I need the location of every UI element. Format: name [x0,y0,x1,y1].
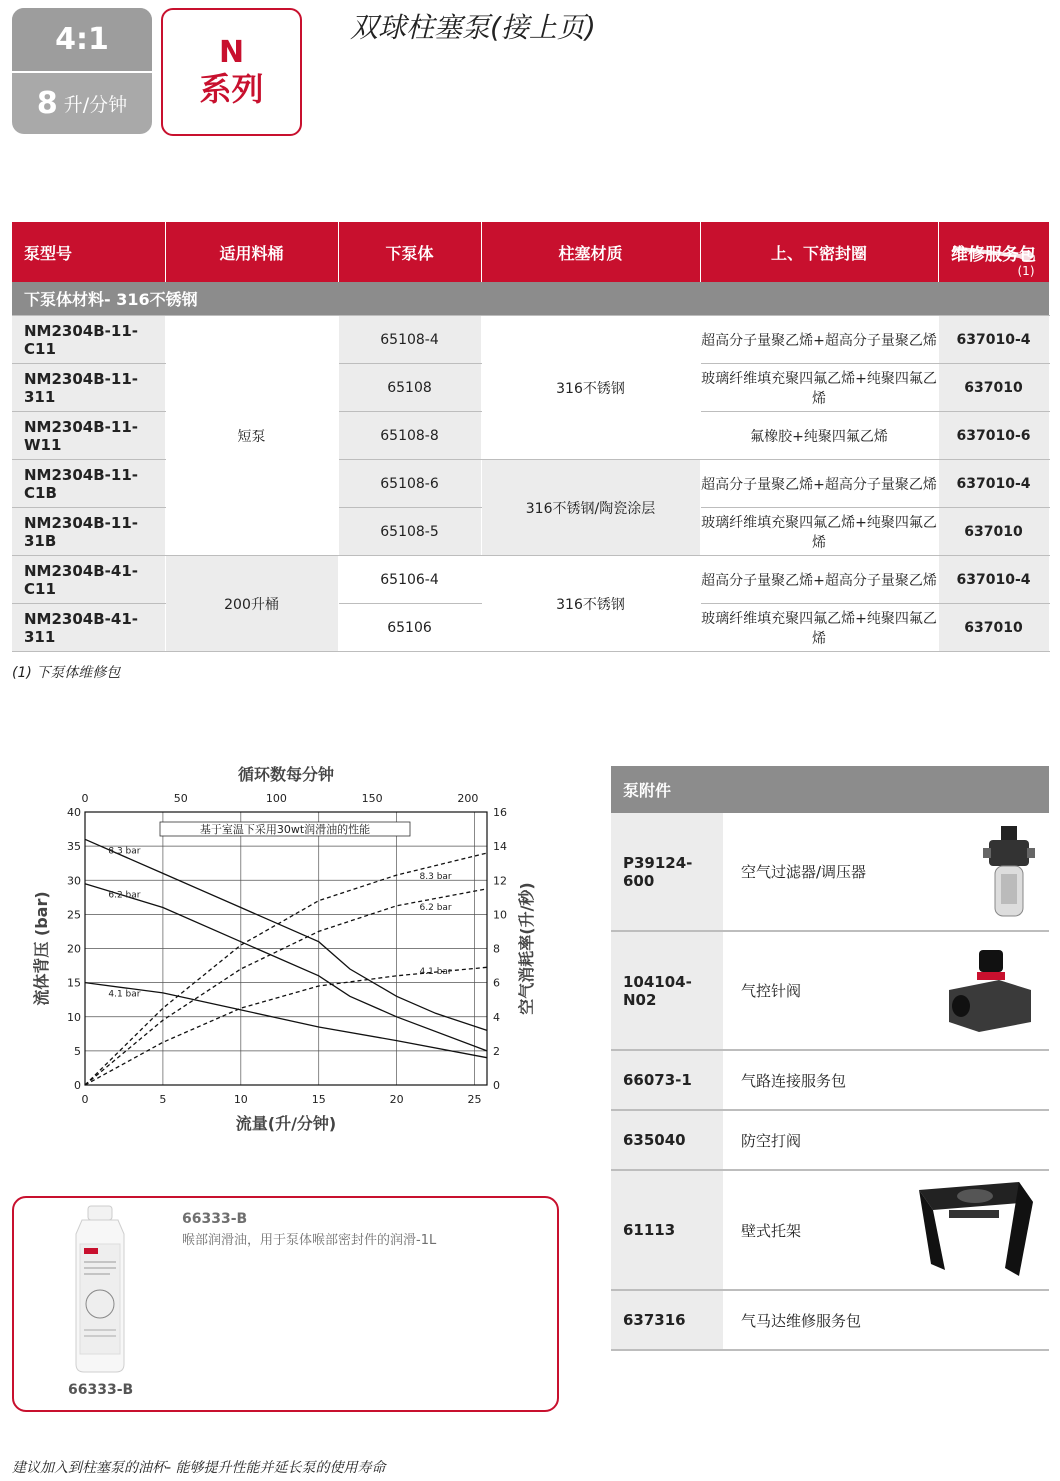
model-cell: NM2304B-11-C11 [12,316,165,364]
model-cell: NM2304B-11-C1B [12,460,165,508]
seals-cell: 玻璃纤维填充聚四氟乙烯+纯聚四氟乙烯 [700,508,938,556]
model-cell: NM2304B-11-W11 [12,412,165,460]
accessory-pn: 66073-1 [611,1051,723,1109]
x-tick-label: 10 [233,1093,248,1106]
series-label: 6.2 bar [108,890,141,901]
accessory-desc-cell [723,813,1049,930]
model-cell: NM2304B-11-31B [12,508,165,556]
service-kit-label: 维修服务包 [951,244,1036,265]
top-tick-label: 100 [265,792,287,805]
accessory-row [611,813,1049,932]
accessory-desc: 气控针阀 [741,982,802,1000]
table-footnote: (1) 下泵体维修包 [12,665,121,681]
y-tick-label: 30 [67,874,81,888]
x-tick-label: 0 [81,1093,89,1106]
filter-regulator-icon [979,822,1039,922]
chart-note: 基于室温下采用30wt润滑油的性能 [199,823,371,836]
lower-cell: 65108 [338,364,481,412]
series-badge [161,8,302,136]
lower-cell: 65108-5 [338,508,481,556]
x-tick-label: 25 [467,1093,482,1106]
accessory-pn: P39124-600 [611,813,723,930]
x-axis-label: 流量(升/分钟) [235,1114,337,1133]
top-tick-label: 200 [457,792,479,805]
accessory-desc: 气马达维修服务包 [741,1311,862,1330]
y-tick-label: 5 [74,1044,81,1058]
lower-cell: 65108-6 [338,460,481,508]
accessory-row [611,1171,1049,1291]
seals-cell: 超高分子量聚乙烯+超高分子量聚乙烯 [700,316,938,364]
chart-title: 循环数每分钟 [237,765,335,784]
col-header-container: 适用料桶 [165,222,338,282]
flow-unit: 升/分钟 [63,94,128,116]
y2-tick-label: 2 [493,1044,500,1058]
y-tick-label: 20 [67,942,81,956]
seals-cell: 玻璃纤维填充聚四氟乙烯+纯聚四氟乙烯 [700,364,938,412]
kit-cell: 637010 [938,508,1049,556]
ratio-badge [12,8,152,134]
container-cell: 短泵 [165,316,338,556]
col-header-service-kit [938,222,1049,282]
y2-tick-label: 4 [493,1010,500,1024]
container-cell: 200升桶 [165,556,338,652]
accessory-row [611,932,1049,1051]
model-cell: NM2304B-41-C11 [12,556,165,604]
accessory-pn: 104104-N02 [611,932,723,1049]
series-label: 系列 [199,70,264,108]
flow-value: 8 [36,86,58,121]
lube-description: 喉部润滑油，用于泵体喉部密封件的润滑-1L [182,1233,437,1248]
accessory-row [611,1291,1049,1351]
lower-cell: 65106 [338,604,481,652]
top-tick-label: 50 [173,792,188,805]
pump-model-table [12,222,1050,652]
col-header-seals: 上、下密封圈 [700,222,938,282]
y-tick-label: 0 [74,1079,81,1092]
kit-cell: 637010 [938,364,1049,412]
y-tick-label: 15 [67,976,81,990]
kit-cell: 637010-4 [938,556,1049,604]
y-tick-label: 25 [67,908,81,922]
col-header-model: 泵型号 [12,222,165,282]
series-label: 8.3 bar [108,846,141,857]
series-label: 4.1 bar [419,966,452,977]
y2-tick-label: 8 [493,942,500,956]
table-row [12,556,1049,604]
series-line [85,983,487,1058]
accessories-table [611,766,1049,1351]
plunger-cell: 316不锈钢 [481,316,700,460]
top-tick-label: 0 [81,792,89,805]
table-row [12,316,1049,364]
lower-cell: 65106-4 [338,556,481,604]
series-label: 4.1 bar [108,989,141,1000]
seals-cell: 超高分子量聚乙烯+超高分子量聚乙烯 [700,556,938,604]
kit-cell: 637010-4 [938,460,1049,508]
y2-tick-label: 12 [493,874,507,888]
accessory-pn: 637316 [611,1291,723,1349]
kit-cell: 637010 [938,604,1049,652]
lower-cell: 65108-4 [338,316,481,364]
col-header-plunger: 柱塞材质 [481,222,700,282]
series-line [85,839,487,1030]
accessory-desc: 防空打阀 [741,1131,802,1150]
series-label: 6.2 bar [419,902,452,913]
x-tick-label: 5 [159,1093,167,1106]
accessory-desc: 壁式托架 [741,1221,802,1240]
y-tick-label: 10 [67,1010,81,1024]
lube-caption: 66333-B [68,1382,134,1398]
y2-tick-label: 6 [493,976,500,990]
top-tick-label: 150 [361,792,383,805]
plunger-cell: 316不锈钢/陶瓷涂层 [481,460,700,556]
series-label: 8.3 bar [419,872,452,883]
accessory-row [611,1111,1049,1171]
performance-chart [20,760,560,1140]
needle-valve-icon [939,946,1039,1036]
flow-rate [12,73,152,134]
y2-tick-label: 0 [493,1079,500,1092]
service-kit-footnote-mark: (1) [1017,264,1035,278]
y-tick-label: 35 [67,840,81,854]
accessories-header: 泵附件 [611,766,1049,813]
accessory-pn: 635040 [611,1111,723,1169]
accessory-desc: 气路连接服务包 [741,1071,847,1090]
seals-cell: 氟橡胶+纯聚四氟乙烯 [700,412,938,460]
y-tick-label: 40 [67,806,81,819]
kit-cell: 637010-6 [938,412,1049,460]
plunger-cell: 316不锈钢 [481,556,700,652]
model-cell: NM2304B-41-311 [12,604,165,652]
y2-tick-label: 16 [493,806,507,819]
model-cell: NM2304B-11-311 [12,364,165,412]
x-tick-label: 15 [311,1093,326,1106]
kit-cell: 637010-4 [938,316,1049,364]
lube-bottle-icon [60,1204,140,1374]
seals-cell: 超高分子量聚乙烯+超高分子量聚乙烯 [700,460,938,508]
lube-part-number: 66333-B [182,1211,248,1227]
lower-cell: 65108-8 [338,412,481,460]
bottom-note: 建议加入到柱塞泵的油杯- 能够提升性能并延长泵的使用寿命 [12,1460,386,1476]
page-title: 双球柱塞泵(接上页) [350,11,596,44]
accessory-desc-cell [723,932,1049,1049]
y2-axis-label: 空气消耗率(升/秒) [517,882,536,1015]
y2-tick-label: 14 [493,840,507,854]
accessory-row [611,1051,1049,1111]
accessory-desc: 空气过滤器/调压器 [741,863,867,881]
seals-cell: 玻璃纤维填充聚四氟乙烯+纯聚四氟乙烯 [700,604,938,652]
series-line [85,889,487,1085]
x-tick-label: 20 [389,1093,404,1106]
pressure-ratio: 4:1 [12,8,152,73]
wall-bracket-icon [909,1180,1039,1280]
series-letter: N [218,35,245,70]
accessory-pn: 61113 [611,1171,723,1289]
col-header-lower: 下泵体 [338,222,481,282]
accessory-desc-cell [723,1171,1049,1289]
lower-material-subheader: 下泵体材料- 316不锈钢 [12,282,1049,316]
y-axis-label: 流体背压 (bar) [32,891,51,1006]
y2-tick-label: 10 [493,908,507,922]
